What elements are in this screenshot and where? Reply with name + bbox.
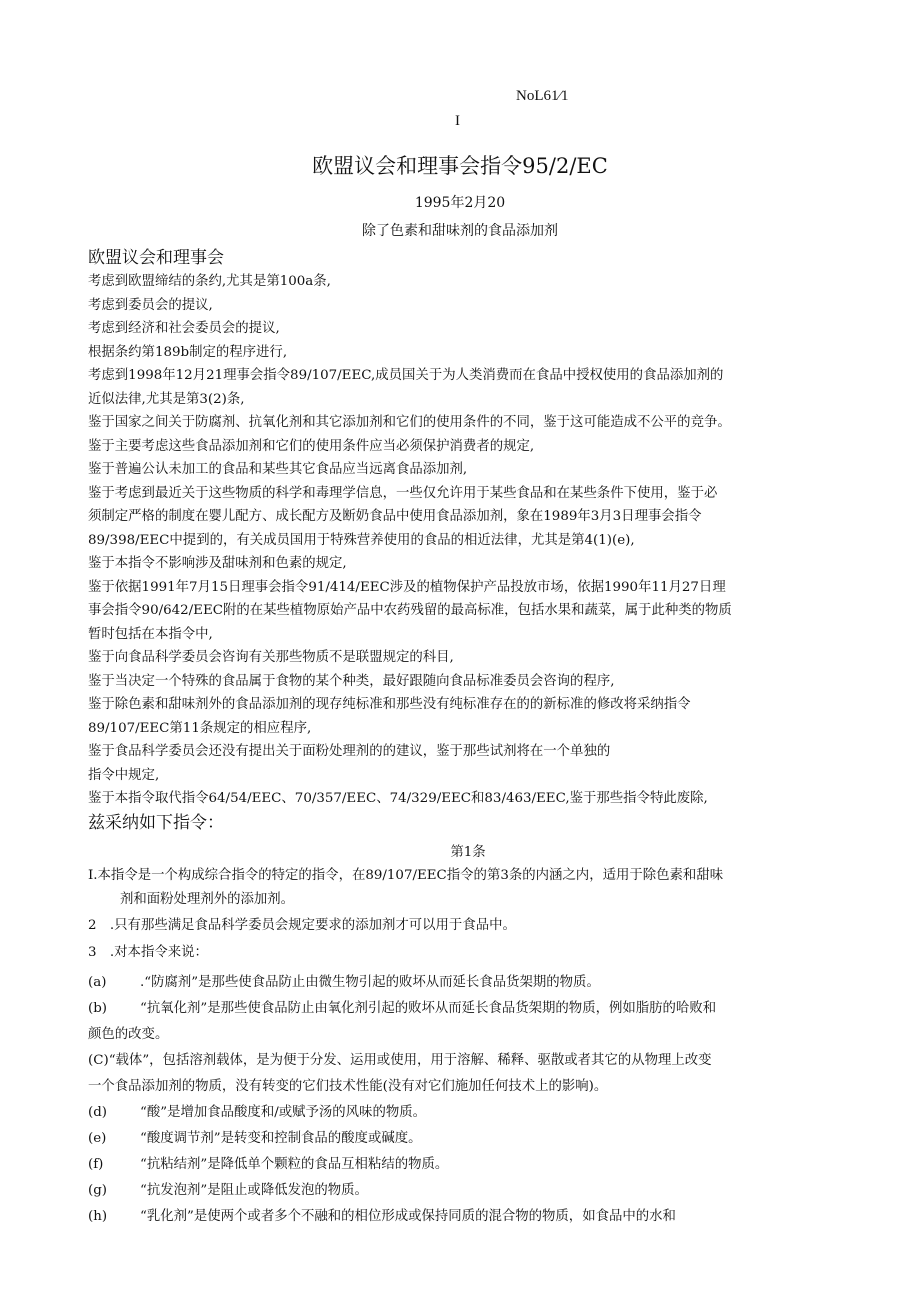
definition-text: “酸”是增加食品酸度和/或赋予汤的风味的物质。 bbox=[140, 1105, 427, 1120]
definition-label: (e) bbox=[88, 1131, 107, 1146]
recital: 考虑到欧盟缔结的条约,尤其是第100a条, bbox=[88, 274, 331, 289]
definition-item bbox=[88, 1100, 848, 1126]
recital: 89/107/EEC第11条规定的相应程序, bbox=[88, 720, 312, 736]
definition-continuation: 颜色的改变。 bbox=[88, 1027, 169, 1042]
recital: 鉴于向食品科学委员会咨询有关那些物质不是联盟规定的科目, bbox=[88, 650, 454, 665]
definition-item bbox=[88, 970, 848, 996]
recital: 鉴于普遍公认未加工的食品和某些其它食品应当远离食品添加剂, bbox=[88, 462, 468, 477]
recital: 鉴于主要考虑这些食品添加剂和它们的使用条件应当必须保护消费者的规定, bbox=[88, 438, 535, 454]
page-mark: I bbox=[455, 113, 460, 129]
recital: 鉴于考虑到最近关于这些物质的科学和毒理学信息，一些仅允许用于某些食品和在某些条件下使用，鉴于必 bbox=[88, 485, 718, 501]
article-paragraph: 2 .只有那些满足食品科学委员会规定要求的添加剂才可以用于食品中。 bbox=[88, 918, 516, 933]
recital: 考虑到委员会的提议, bbox=[88, 297, 213, 313]
definition-item bbox=[88, 1204, 848, 1230]
document-body bbox=[88, 246, 848, 1230]
recital: 鉴于除色素和甜味剂外的食品添加剂的现存纯标准和那些没有纯标准存在的的新标准的修改将采纳指令 bbox=[88, 697, 691, 712]
recital: 须制定严格的制度在婴儿配方、成长配方及断奶食品中使用食品添加剂，象在1989年3月3日理事会指令 bbox=[88, 509, 702, 524]
definition-label: (d) bbox=[88, 1105, 108, 1120]
recital: 鉴于依据1991年7月15日理事会指令91/414/EEC涉及的植物保护产品投放市场，依据1990年11月27日理 bbox=[88, 579, 726, 595]
article-paragraph: I.本指令是一个构成综合指令的特定的指令，在89/107/EEC指令的第3条的内涵之内，适用于除色素和甜味 bbox=[88, 868, 724, 883]
definition-text: “酸度调节剂”是转变和控制食品的酸度或碱度。 bbox=[140, 1131, 422, 1146]
recital: 鉴于国家之间关于防腐剂、抗氧化剂和其它添加剂和它们的使用条件的不同，鉴于这可能造成不公平的竞争。 bbox=[88, 415, 731, 430]
definition-label: (g) bbox=[88, 1183, 108, 1198]
definition-label: (b) bbox=[88, 1001, 108, 1016]
definition-item bbox=[88, 1126, 848, 1152]
recital: 鉴于本指令取代指令64/54/EEC、70/357/EEC、74/329/EEC和83/463/EEC,鉴于那些指令特此废除, bbox=[88, 791, 708, 806]
definition-label: (f) bbox=[88, 1157, 104, 1172]
definition-item bbox=[88, 1152, 848, 1178]
recital: 鉴于食品科学委员会还没有提出关于面粉处理剂的的建议，鉴于那些试剂将在一个单独的 bbox=[88, 744, 611, 759]
recital: 89/398/EEC中提到的，有关成员国用于特殊营养使用的食品的相近法律，尤其是第4(1)(e), bbox=[88, 532, 635, 548]
recital: 鉴于当决定一个特殊的食品属于食物的某个种类，最好跟随向食品标准委员会咨询的程序, bbox=[88, 673, 615, 689]
article-paragraph: 剂和面粉处理剂外的添加剂。 bbox=[120, 891, 295, 907]
adoption-heading: 兹采纳如下指令： bbox=[88, 812, 224, 833]
recital: 指令中规定, bbox=[88, 767, 160, 783]
recital: 事会指令90/642/EEC附的在某些植物原始产品中农药残留的最高标准，包括水果和蔬菜，属于此种类的物质 bbox=[88, 603, 732, 618]
recital: 考虑到经济和社会委员会的提议, bbox=[88, 321, 280, 336]
definition-text: “抗氧化剂”是那些使食品防止由氧化剂引起的败坏从而延长食品货架期的物质，例如脂肪的哈败和 bbox=[140, 1001, 717, 1016]
recital: 鉴于本指令不影响涉及甜味剂和色素的规定, bbox=[88, 556, 347, 571]
definition-item bbox=[88, 1178, 848, 1204]
document-date: 1995年2月20 bbox=[414, 195, 506, 211]
recital: 根据条约第189b制定的程序进行, bbox=[88, 344, 288, 360]
definition-text: “抗发泡剂”是阻止或降低发泡的物质。 bbox=[140, 1183, 368, 1198]
definition-continuation: 一个食品添加剂的物质，没有转变的它们技术性能(没有对它们施加任何技术上的影响)。 bbox=[88, 1079, 608, 1094]
article-title: 第1条 bbox=[450, 844, 486, 860]
recital: 暂时包括在本指令中, bbox=[88, 626, 213, 642]
recital: 近似法律,尤其是第3(2)条, bbox=[88, 391, 245, 407]
definition-text: .“防腐剂”是那些使食品防止由微生物引起的败坏从而延长食品货架期的物质。 bbox=[140, 975, 600, 990]
document-subtitle: 除了色素和甜味剂的食品添加剂 bbox=[362, 223, 558, 239]
definition-item: (C)“载体”，包括溶剂载体，是为便于分发、运用或使用，用于溶解、稀释、驱散或者其它的从物理上改变 bbox=[88, 1053, 712, 1068]
document-title: 欧盟议会和理事会指令95/2/EC bbox=[312, 154, 608, 178]
definition-item bbox=[88, 996, 848, 1022]
definition-label: (h) bbox=[88, 1209, 108, 1224]
issuer-heading: 欧盟议会和理事会 bbox=[88, 248, 224, 268]
definition-text: “乳化剂”是使两个或者多个不融和的相位形成或保持同质的混合物的物质，如食品中的水和 bbox=[140, 1209, 676, 1224]
recital: 考虑到1998年12月21理事会指令89/107/EEC,成员国关于为人类消费而在食品中授权使用的食品添加剂的 bbox=[88, 368, 724, 383]
page-reference: NoL61⁄1 bbox=[516, 88, 569, 104]
definition-text: “抗粘结剂”是降低单个颗粒的食品互相粘结的物质。 bbox=[140, 1157, 449, 1172]
definition-label: (a) bbox=[88, 975, 107, 990]
article-paragraph: 3 .对本指令来说： bbox=[88, 944, 208, 960]
